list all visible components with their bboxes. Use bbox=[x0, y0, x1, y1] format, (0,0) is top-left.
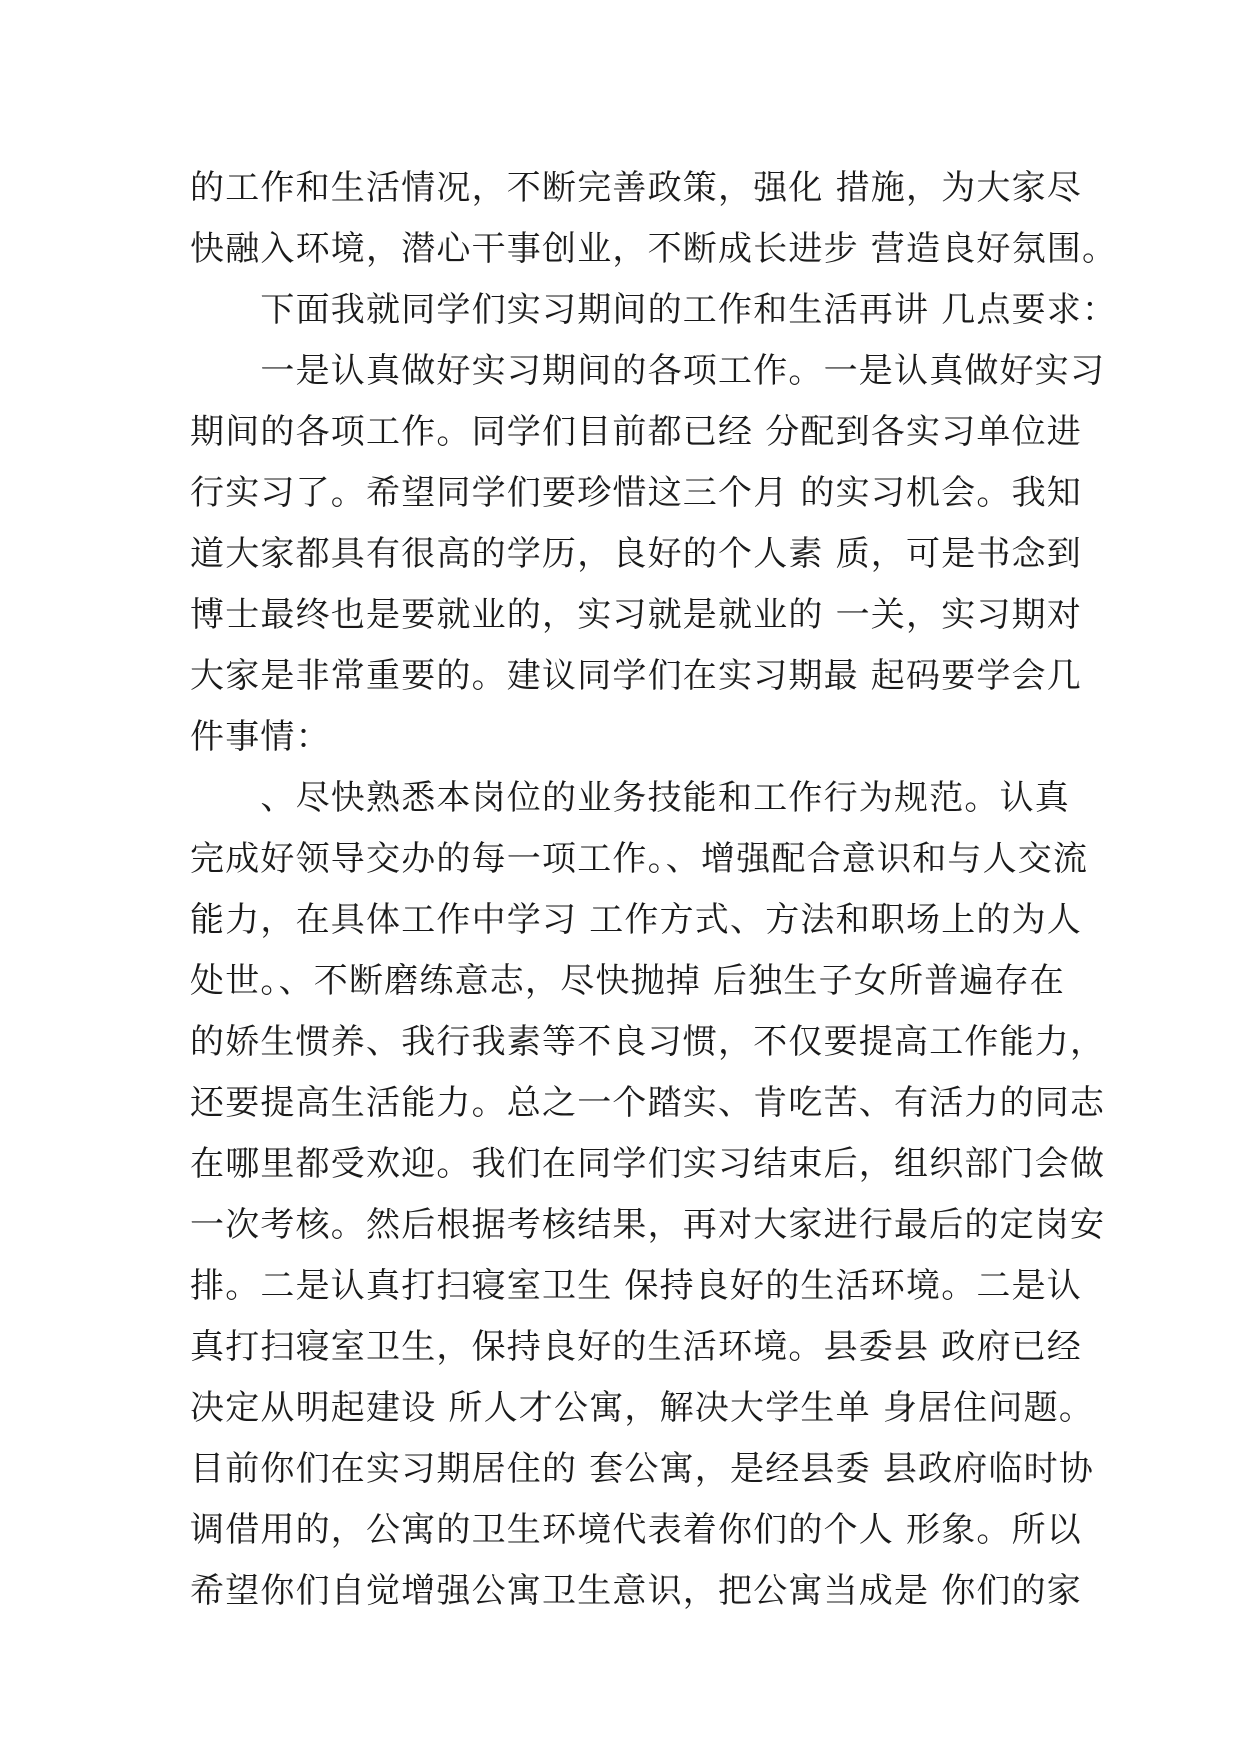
text-line: 博士最终也是要就业的，实习就是就业的 一关，实习期对 bbox=[190, 595, 1083, 635]
body-text bbox=[190, 158, 1118, 1622]
text-line: 还要提高生活能力。总之一个踏实、肯吃苦、有活力的同志 bbox=[190, 1083, 1106, 1123]
text-line: 调借用的，公寓的卫生环境代表着你们的个人 形象。所以 bbox=[190, 1510, 1083, 1550]
text-line: 大家是非常重要的。建议同学们在实习期最 起码要学会几 bbox=[190, 656, 1083, 696]
text-line: 处世。、不断磨练意志，尽快抛掉 后独生子女所普遍存在 bbox=[190, 961, 1066, 1001]
text-line: 一是认真做好实习期间的各项工作。一是认真做好实习 bbox=[190, 351, 1106, 391]
text-line: 在哪里都受欢迎。我们在同学们实习结束后，组织部门会做 bbox=[190, 1144, 1106, 1184]
text-line: 、尽快熟悉本岗位的业务技能和工作行为规范。认真 bbox=[190, 778, 1070, 818]
text-line: 行实习了。希望同学们要珍惜这三个月 的实习机会。我知 bbox=[190, 473, 1083, 513]
text-line: 完成好领导交办的每一项工作。、增强配合意识和与人交流 bbox=[190, 839, 1089, 879]
text-line: 的工作和生活情况，不断完善政策，强化 措施，为大家尽 bbox=[190, 168, 1083, 208]
text-line: 件事情： bbox=[190, 717, 331, 757]
text-line: 期间的各项工作。同学们目前都已经 分配到各实习单位进 bbox=[190, 412, 1083, 452]
text-line: 决定从明起建设 所人才公寓，解决大学生单 身居住问题。 bbox=[190, 1388, 1095, 1428]
text-line: 道大家都具有很高的学历，良好的个人素 质，可是书念到 bbox=[190, 534, 1083, 574]
text-line: 目前你们在实习期居住的 套公寓，是经县委 县政府临时协 bbox=[190, 1449, 1095, 1489]
text-line: 希望你们自觉增强公寓卫生意识，把公寓当成是 你们的家 bbox=[190, 1571, 1083, 1611]
text-line: 排。二是认真打扫寝室卫生 保持良好的生活环境。二是认 bbox=[190, 1266, 1083, 1306]
text-line: 的娇生惯养、我行我素等不良习惯，不仅要提高工作能力， bbox=[190, 1022, 1106, 1062]
text-line: 下面我就同学们实习期间的工作和生活再讲 几点要求： bbox=[190, 290, 1118, 330]
text-line: 真打扫寝室卫生，保持良好的生活环境。县委县 政府已经 bbox=[190, 1327, 1083, 1367]
text-line: 能力，在具体工作中学习 工作方式、方法和职场上的为人 bbox=[190, 900, 1083, 940]
text-line: 一次考核。然后根据考核结果，再对大家进行最后的定岗安 bbox=[190, 1205, 1106, 1245]
text-line: 快融入环境，潜心干事创业，不断成长进步 营造良好氛围。 bbox=[190, 229, 1118, 269]
